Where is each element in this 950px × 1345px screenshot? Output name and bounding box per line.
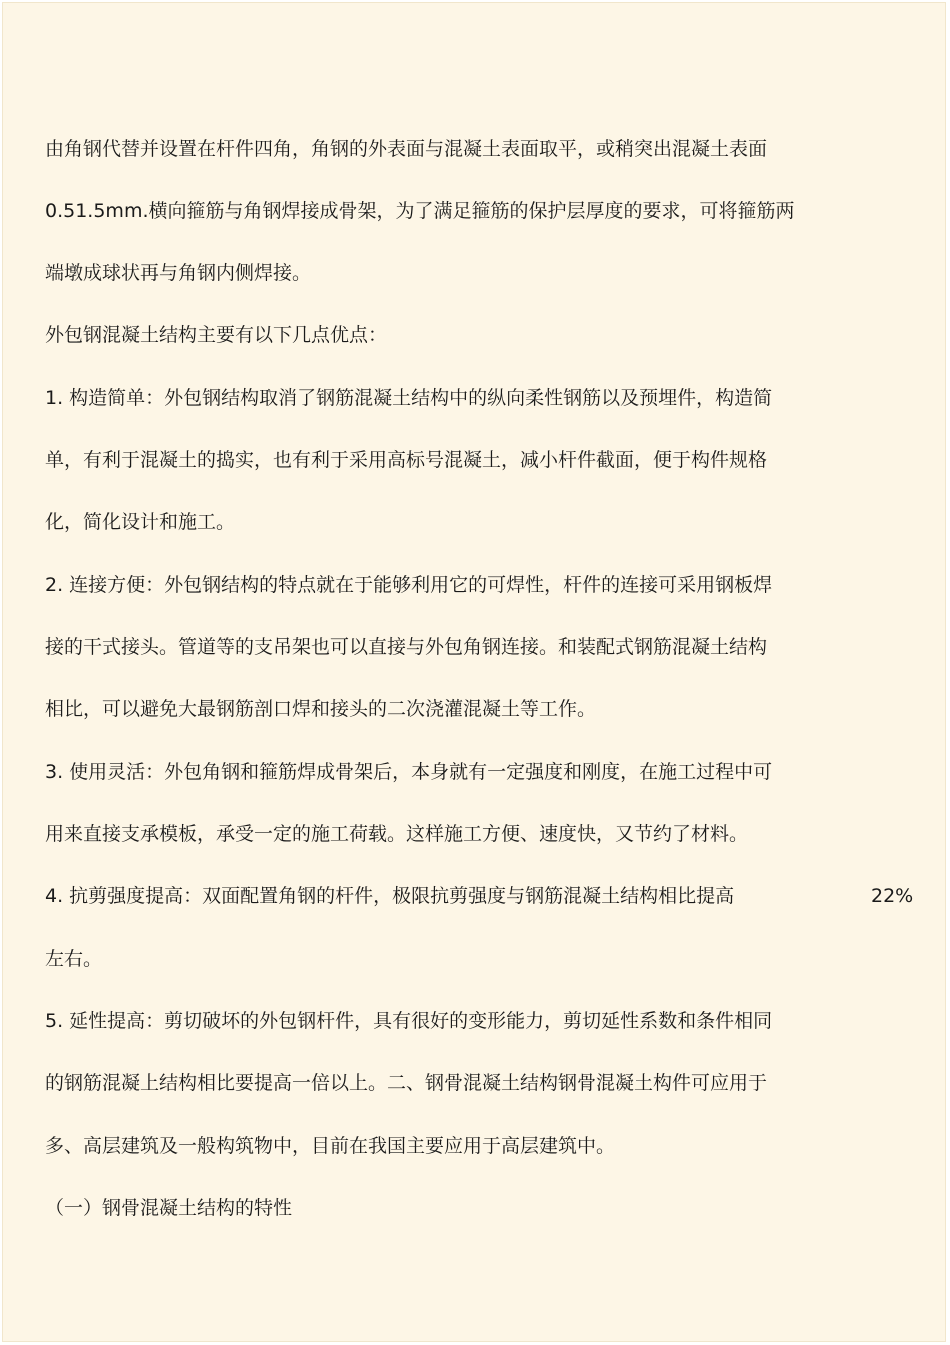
section-heading: （一）钢骨混凝土结构的特性 (45, 1197, 293, 1219)
text-line-13: 4. 抗剪强度提高：双面配置角钢的杆件，极限抗剪强度与钢筋混凝土结构相比提高 (45, 885, 735, 907)
text-line-14: 左右。 (45, 948, 103, 970)
text-line-10: 相比，可以避免大最钢筋剖口焊和接头的二次浇灌混凝土等工作。 (45, 698, 597, 720)
text-line-12: 用来直接支承模板，承受一定的施工荷载。这样施工方便、速度快，又节约了材料。 (45, 823, 749, 845)
text-line-15: 5. 延性提高：剪切破坏的外包钢杆件，具有很好的变形能力，剪切延性系数和条件相同 (45, 1010, 773, 1032)
text-line-3: 端墩成球状再与角钢内侧焊接。 (45, 262, 312, 284)
text-line-4: 外包钢混凝土结构主要有以下几点优点： (45, 324, 388, 346)
text-line-9: 接的干式接头。管道等的支吊架也可以直接与外包角钢连接。和装配式钢筋混凝土结构 (45, 636, 768, 658)
text-line-6: 单，有利于混凝土的捣实，也有利于采用高标号混凝土，减小杆件截面，便于构件规格 (45, 449, 768, 471)
text-line-2: 0.51.5mm.横向箍筋与角钢焊接成骨架，为了满足箍筋的保护层厚度的要求，可将箍筋两 (45, 200, 795, 222)
text-line-1: 由角钢代替并设置在杆件四角，角钢的外表面与混凝土表面取平，或稍突出混凝土表面 (45, 138, 768, 160)
text-line-16: 的钢筋混凝上结构相比要提高一倍以上。二、钢骨混凝土结构钢骨混凝土构件可应用于 (45, 1072, 768, 1094)
text-line-11: 3. 使用灵活：外包角钢和箍筋焊成骨架后，本身就有一定强度和刚度，在施工过程中可 (45, 761, 773, 783)
text-line-8: 2. 连接方便：外包钢结构的特点就在于能够利用它的可焊性，杆件的连接可采用钢板焊 (45, 574, 773, 596)
text-line-5: 1. 构造简单：外包钢结构取消了钢筋混凝土结构中的纵向柔性钢筋以及预埋件，构造简 (45, 387, 773, 409)
text-line-17: 多、高层建筑及一般构筑物中，目前在我国主要应用于高层建筑中。 (45, 1135, 616, 1157)
text-line-7: 化，简化设计和施工。 (45, 511, 236, 533)
percentage-value: 22% (871, 885, 914, 907)
